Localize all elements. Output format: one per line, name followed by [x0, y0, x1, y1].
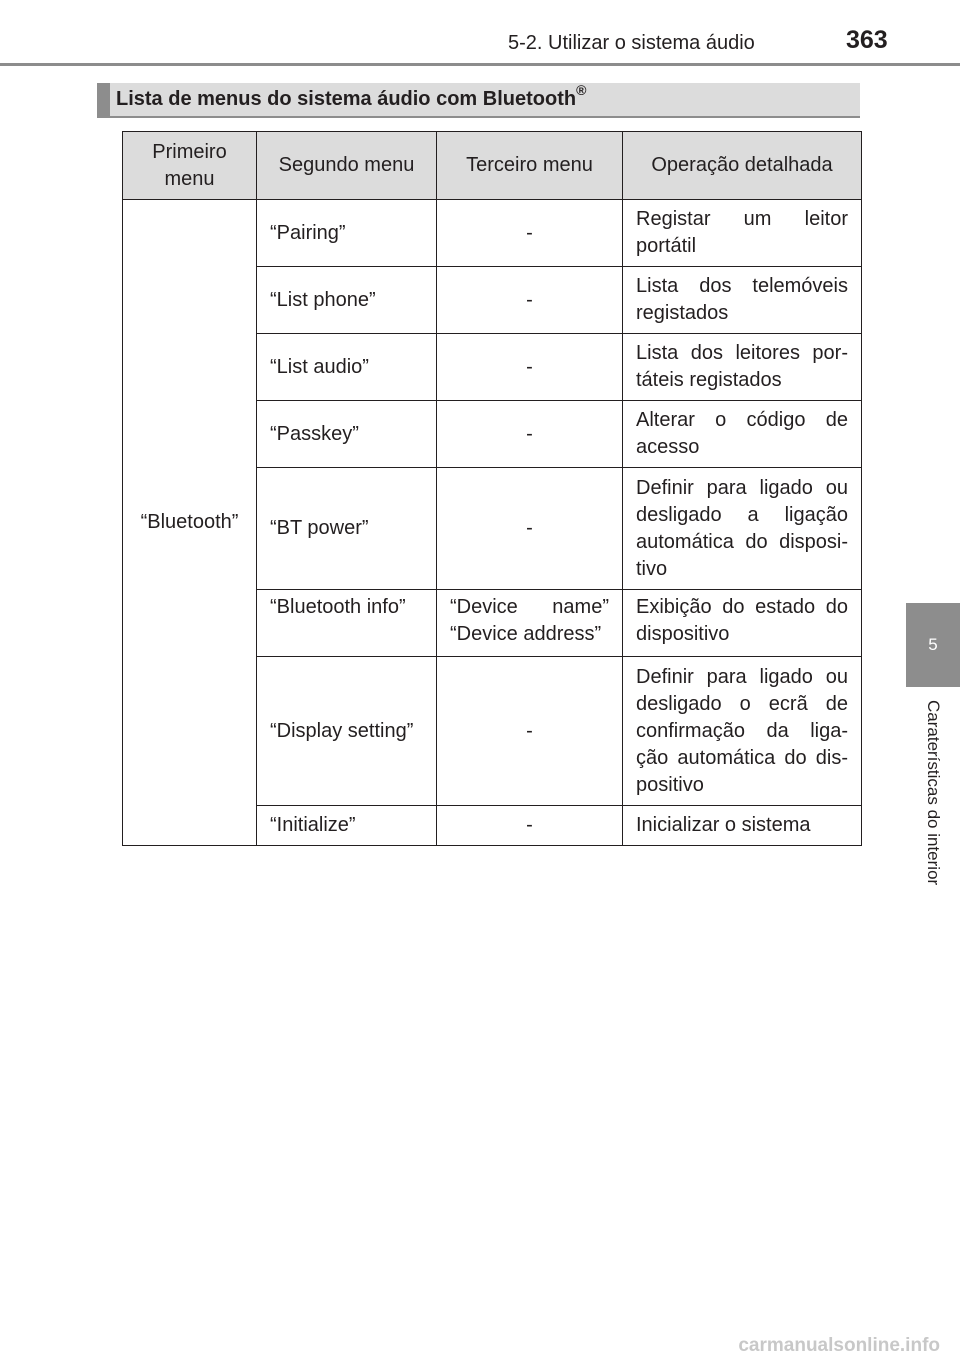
- second-menu-cell: “List phone”: [257, 267, 437, 334]
- detail-cell: Lista dos telemóveis registados: [623, 267, 862, 334]
- chapter-number: 5: [928, 635, 938, 654]
- third-menu-cell: -: [437, 657, 623, 806]
- third-menu-cell: [437, 590, 623, 657]
- col-header-first-menu: Primeiro menu: [123, 132, 257, 200]
- col-header-second-menu: Segundo menu: [257, 132, 437, 200]
- third-menu-line: “Device name”: [450, 596, 609, 618]
- third-menu-cell: -: [437, 401, 623, 468]
- section-heading: 5-2. Utilizar o sistema áudio: [508, 32, 755, 54]
- third-menu-cell: -: [437, 806, 623, 846]
- second-menu-cell: “List audio”: [257, 334, 437, 401]
- detail-cell: Alterar o código de acesso: [623, 401, 862, 468]
- watermark: carmanualsonline.info: [738, 1335, 940, 1356]
- detail-cell: Inicializar o sistema: [623, 806, 862, 846]
- detail-cell: Lista dos leitores por-táteis registados: [623, 334, 862, 401]
- detail-cell: Definir para ligado ou desligado o ecrã de confirmação da liga-ção automática do dis-positivo: [623, 657, 862, 806]
- page-number: 363: [846, 26, 888, 54]
- detail-cell: Registar um leitor portátil: [623, 200, 862, 267]
- second-menu-cell: “Bluetooth info”: [257, 590, 437, 657]
- col-header-detail: Operação detalhada: [623, 132, 862, 200]
- detail-cell: Definir para ligado ou desligado a ligação automática do disposi-tivo: [623, 468, 862, 590]
- header-divider: [0, 63, 960, 66]
- second-menu-cell: “Initialize”: [257, 806, 437, 846]
- col-header-third-menu: Terceiro menu: [437, 132, 623, 200]
- chapter-tab: [906, 603, 960, 687]
- detail-cell: Exibição do estado do dispositivo: [623, 590, 862, 657]
- table-row: [123, 200, 862, 267]
- second-menu-cell: “Pairing”: [257, 200, 437, 267]
- section-title-text: Lista de menus do sistema áudio com Bluetooth: [116, 88, 577, 110]
- third-menu-cell: -: [437, 200, 623, 267]
- menu-table: [122, 131, 862, 846]
- chapter-label-text: Caraterísticas do interior: [924, 700, 943, 886]
- second-menu-cell: “BT power”: [257, 468, 437, 590]
- chapter-label: [906, 700, 960, 930]
- registered-mark: ®: [576, 82, 587, 98]
- third-menu-cell: -: [437, 267, 623, 334]
- section-title: [97, 83, 860, 118]
- third-menu-cell: -: [437, 334, 623, 401]
- second-menu-cell: “Passkey”: [257, 401, 437, 468]
- third-menu-cell: -: [437, 468, 623, 590]
- first-menu-cell: “Bluetooth”: [123, 200, 257, 846]
- third-menu-line: “Device address”: [450, 623, 602, 645]
- second-menu-cell: “Display setting”: [257, 657, 437, 806]
- table-header-row: [123, 132, 862, 200]
